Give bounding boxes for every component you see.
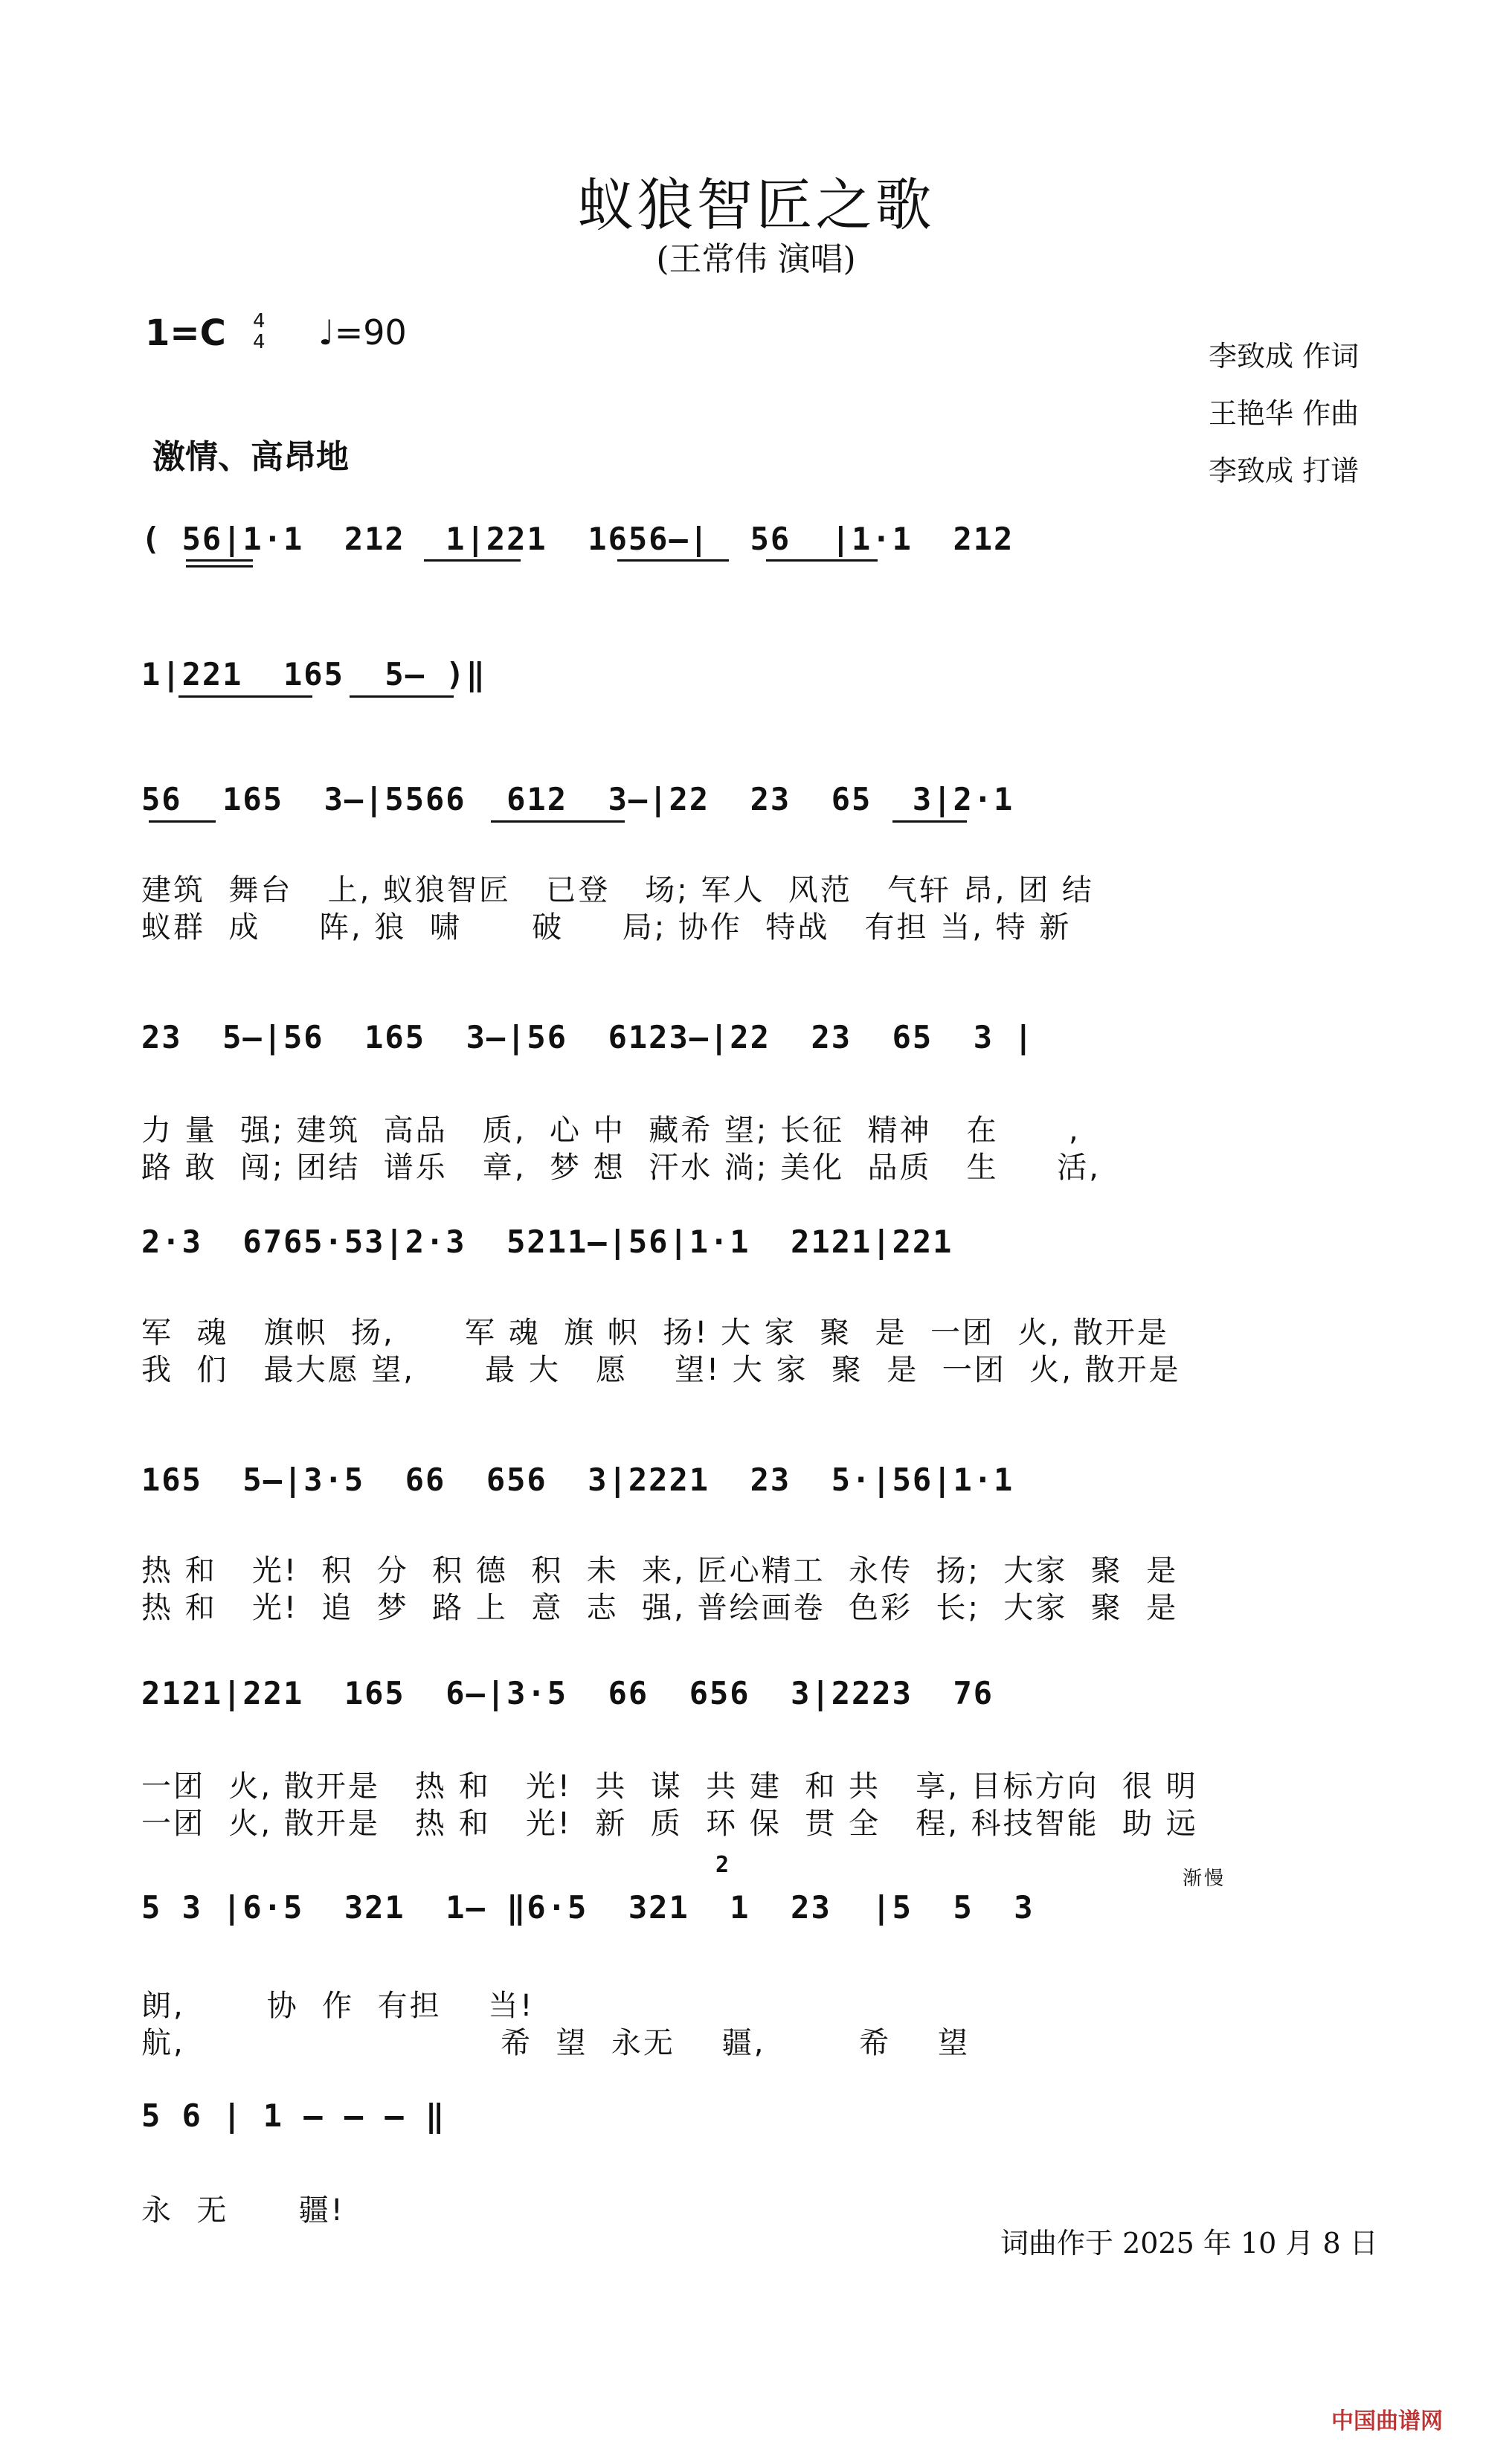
lyrics-line7: 永 无 疆!	[141, 2193, 345, 2228]
lyrics-verse1-line1: 建筑 舞台 上, 蚁狼智匠 已登 场; 军人 风范 气轩 昂, 团 结	[141, 873, 1094, 907]
lyrics-verse2-line3: 我 们 最大愿 望, 最 大 愿 望! 大 家 聚 是 一团 火, 散开是	[141, 1353, 1181, 1387]
staff-line-7: 2121|221 165 6—|3·5 66 656 3|2223 76	[141, 1675, 994, 1711]
lyrics-verse1-line5: 一团 火, 散开是 热 和 光! 共 谋 共 建 和 共 享, 目标方向 很 明	[141, 1769, 1198, 1804]
lyrics-verse1-line2: 力 量 强; 建筑 高品 质, 心 中 藏希 望; 长征 精神 在 ,	[141, 1113, 1081, 1148]
expression-marking: 激情、高昂地	[152, 438, 349, 476]
beam	[178, 695, 312, 698]
key-signature: 1=C	[145, 312, 226, 354]
beam	[766, 559, 878, 562]
lyrics-verse1-line6: 朗, 协 作 有担 当!	[141, 1989, 535, 2023]
ritardando-marking: 渐慢	[1183, 1868, 1226, 1890]
staff-line-2: 1|221 165 5— )‖	[141, 656, 486, 692]
staff-line-9: 5 6 | 1 — — — ‖	[141, 2097, 446, 2134]
beam	[491, 820, 625, 823]
beam	[424, 559, 521, 562]
volta-number: 2	[715, 1852, 731, 1878]
beam	[186, 559, 253, 562]
beam	[892, 820, 967, 823]
beam	[186, 565, 253, 567]
watermark-logo: 中国曲谱网	[1331, 2408, 1443, 2434]
time-signature	[253, 311, 266, 353]
lyrics-verse2-line4: 热 和 光! 追 梦 路 上 意 志 强, 普绘画卷 色彩 长; 大家 聚 是	[141, 1591, 1179, 1625]
staff-line-5: 2·3 6765·53|2·3 5211—|56|1·1 2121|221	[141, 1224, 953, 1260]
performer-subtitle: (王常伟 演唱)	[656, 240, 856, 278]
lyrics-verse2-line5: 一团 火, 散开是 热 和 光! 新 质 环 保 贯 全 程, 科技智能 助 远	[141, 1807, 1198, 1841]
lyrics-verse1-line4: 热 和 光! 积 分 积 德 积 未 来, 匠心精工 永传 扬; 大家 聚 是	[141, 1554, 1179, 1588]
transcriber-credit: 李致成 打谱	[1209, 454, 1360, 487]
lyrics-verse2-line6: 航, 希 望 永无 疆, 希 望	[141, 2026, 971, 2060]
lyrics-verse2-line2: 路 敢 闯; 团结 谱乐 章, 梦 想 汗水 淌; 美化 品质 生 活,	[141, 1151, 1101, 1185]
tempo-marking: ♩=90	[318, 312, 407, 353]
time-sig-top: 4	[253, 310, 266, 332]
staff-line-4: 23 5—|56 165 3—|56 6123—|22 23 65 3 |	[141, 1019, 1035, 1055]
staff-line-6: 165 5—|3·5 66 656 3|2221 23 5·|56|1·1	[141, 1462, 1014, 1498]
time-sig-bottom: 4	[253, 331, 266, 353]
staff-line-1: ( 56|1·1 212 1|221 1656—| 56 |1·1 212	[141, 521, 1014, 557]
lyrics-verse2-line1: 蚁群 成 阵, 狼 啸 破 局; 协作 特战 有担 当, 特 新	[141, 910, 1072, 945]
song-title: 蚁狼智匠之歌	[577, 172, 935, 238]
beam	[617, 559, 729, 562]
staff-line-8: 5 3 |6·5 321 1— ‖6·5 321 1 23 |5 5 3	[141, 1889, 1035, 1926]
composer-credit: 王艳华 作曲	[1209, 397, 1360, 430]
lyricist-credit: 李致成 作词	[1209, 340, 1360, 373]
lyrics-verse1-line3: 军 魂 旗帜 扬, 军 魂 旗 帜 扬! 大 家 聚 是 一团 火, 散开是	[141, 1316, 1169, 1350]
composition-date: 词曲作于 2025 年 10 月 8 日	[1000, 2227, 1378, 2260]
beam	[350, 695, 454, 698]
staff-line-3: 56 165 3—|5566 612 3—|22 23 65 3|2·1	[141, 781, 1014, 817]
beam	[149, 820, 216, 823]
